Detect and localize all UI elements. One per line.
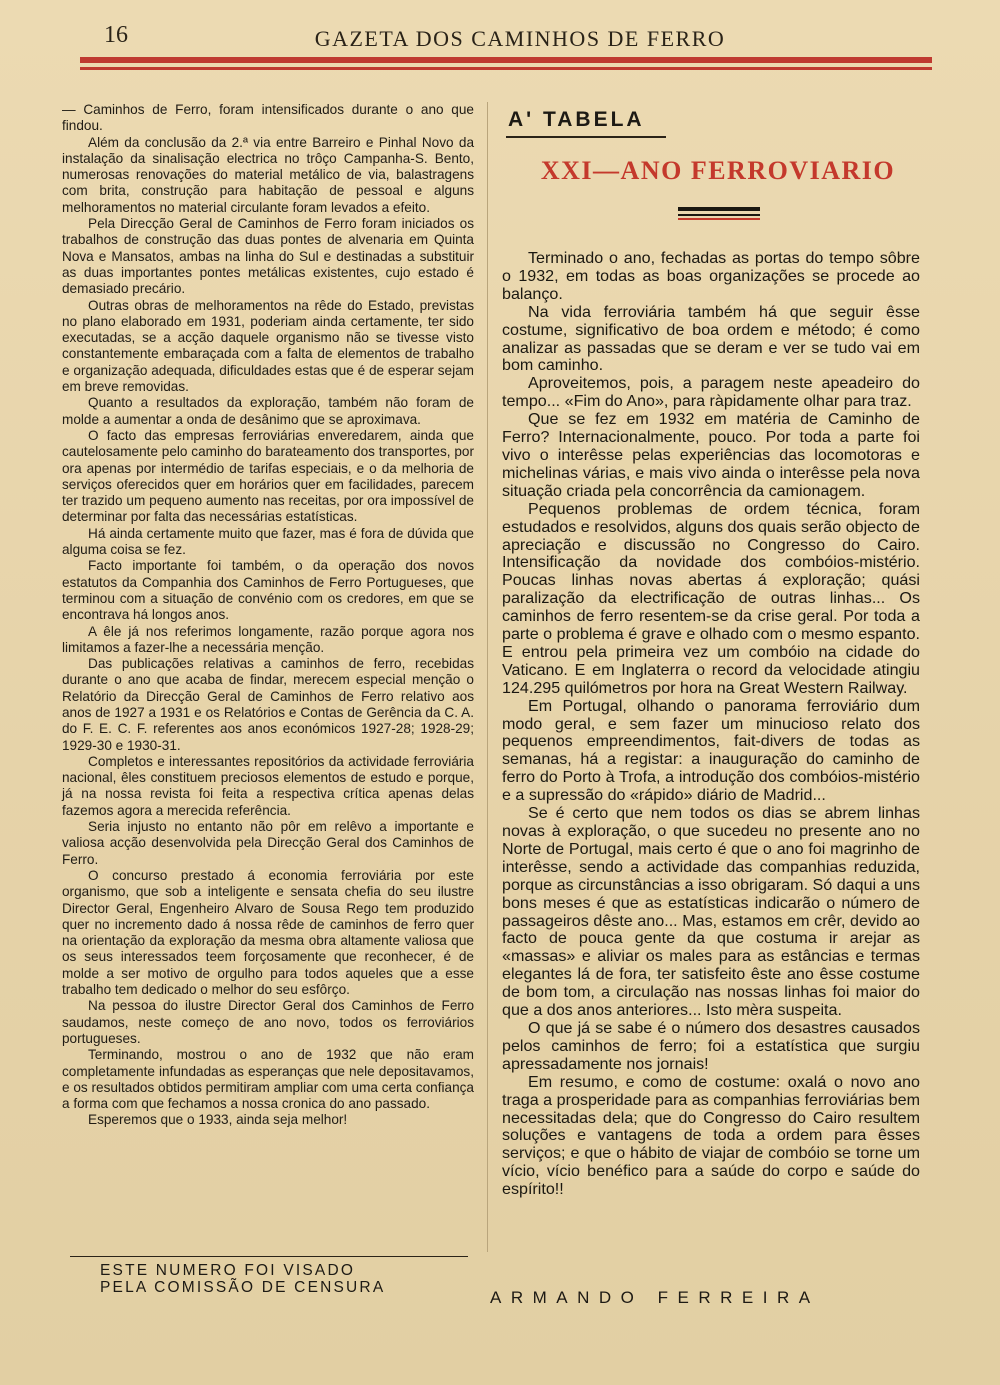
censorship-notice xyxy=(100,1262,430,1296)
paragraph: Outras obras de melhoramentos na rêde do Estado, previstas no plano elaborado em 1931, poderiam ainda certamente, ter sido executadas, se a acção daquele organismo não se tivesse visto constantemente embaraçada com a falta de elementos de trabalho e organização adequada, dificuldades estas que é de esperar sejam em breve removidas. xyxy=(62,297,474,395)
paragraph: Seria injusto no entanto não pôr em relêvo a importante e valiosa acção desenvolvida pela Direcção Geral dos Caminhos de Ferro. xyxy=(62,819,474,867)
paragraph: O concurso prestado á economia ferroviária por este organismo, que sob a inteligente e sensata chefia do seu ilustre Director Geral, Engenheiro Alvaro de Sousa Rego tem produzido quer no incremento dado á nossa rêde de caminhos de ferro quer na orientação da exploração da mesma obra altamente valiosa que os seus interessados teem forçosamente que reconhecer, é de molde a ser motivo de orgulho para todos aqueles que a esse trabalho tem dedicado o melhor do seu esfôrço. xyxy=(62,867,474,998)
censor-line: PELA COMISSÃO DE CENSURA xyxy=(100,1279,386,1296)
header-rule-thick xyxy=(80,57,932,63)
paragraph: Aproveitemos, pois, a paragem neste apeadeiro do tempo... «Fim do Ano», para ràpidamente olhar para traz. xyxy=(502,374,920,411)
paragraph: Em Portugal, olhando o panorama ferroviário dum modo geral, e sem fazer um minucioso relato dos pequenos empreendimentos, fait-divers de todas as semanas, há a registar: a inauguração do caminho de ferro do Porto à Trofa, a introdução dos combóios-mistério e a supressão do «rápido» diário de Madrid... xyxy=(502,696,920,805)
censor-line: ESTE NUMERO FOI VISADO xyxy=(100,1262,356,1279)
paragraph: Que se fez em 1932 em matéria de Caminho de Ferro? Internacionalmente, pouco. Por toda a parte foi vivo o interêsse pelas experiências das locomotoras e michelinas várias, e mais vivo ainda o interêsse pela nova situação criada pela concorrência da camionagem. xyxy=(502,410,920,500)
column-divider xyxy=(487,102,488,1252)
running-header: GAZETA DOS CAMINHOS DE FERRO xyxy=(314,26,726,51)
paragraph: Pela Direcção Geral de Caminhos de Ferro foram iniciados os trabalhos de construção das duas pontes de alvenaria em Quinta Nova e Mansatos, ambas na linha do Sul e destinadas a substituir as duas importantes pontes metálicas existentes, cujo estado é demasiado precário. xyxy=(62,216,474,297)
paragraph: Na vida ferroviária também há que seguir êsse costume, significativo de boa ordem e método; é como analizar as passadas que se deram e ver se tudo vai em bom caminho. xyxy=(502,302,920,375)
header-rule-thin xyxy=(80,67,932,70)
paragraph: Além da conclusão da 2.ª via entre Barreiro e Pinhal Novo da instalação da sinalisação electrica no trôço Campanha-S. Bento, numerosas renovações do material metálico de via, balastragens com brita, construção para habitação de pessoal e alguns melhoramentos no material circulante foram levados a efeito. xyxy=(62,134,474,215)
left-column xyxy=(62,102,474,1129)
paragraph: O que já se sabe é o número dos desastres causados pelos caminhos de ferro; foi a estatística que surgiu apressadamente nos jornais! xyxy=(502,1018,920,1073)
paragraph: Terminado o ano, fechadas as portas do tempo sôbre o 1932, em todas as boas organizações se procede ao balanço. xyxy=(502,249,920,303)
paragraph: Se é certo que nem todos os dias se abrem linhas novas à exploração, o que sucedeu no presente ano no Norte de Portugal, mais certo é que o ano foi magrinho de interêsse, sendo a actividade das companhias reduzida, porque as circunstâncias a isso obrigaram. Só daqui a uns bons meses é que as estatísticas indicarão o número de passageiros dêste ano... Mas, estamos em crêr, devido ao facto de pouca gente da que costuma ir arejar as «massas» e aliviar os males para as estâncias e termas elegantes lá de fora, ter satisfeito êste ano êsse costume de bom tom, a circulação nas nossas linhas foi maior do que a dos anos anteriores... Isto mèra suspeita. xyxy=(502,804,920,1020)
paragraph: A êle já nos referimos longamente, razão porque agora nos limitamos a fazer-lhe a necessária menção. xyxy=(62,623,474,655)
page-number: 16 xyxy=(104,22,128,48)
section-underline xyxy=(506,136,666,138)
section-heading: A' TABELA xyxy=(508,108,645,131)
right-column xyxy=(502,250,920,1199)
paragraph: O facto das empresas ferroviárias enveredarem, ainda que cautelosamente pelo caminho do barateamento dos transportes, por ora apenas por intermédio de tarifas especiais, e o da melhoria de serviços oferecidos quer em horários quer em facilidades, parecem ter trazido um pequeno aumento nas receitas, por ora impossível de determinar por falta das necessárias estatísticas. xyxy=(62,427,474,525)
paragraph: Pequenos problemas de ordem técnica, foram estudados e resolvidos, alguns dos quais serão objecto de apreciação e discussão no Congresso do Cairo. Intensificação da novidade dos combóios-mistério. Poucas linhas novas abertas á exploração; quási paralização da electrificação de outras linhas... Os caminhos de ferro resentem-se da crise geral. Por toda a parte o problema é grave e olhado com o mesmo espanto. E entrou pela primeira vez um combóio na cidade do Vaticano. E em Inglaterra o record da velocidade atingiu 124.295 quilómetros por hora na Great Western Railway. xyxy=(502,499,920,697)
paragraph: Facto importante foi também, o da operação dos novos estatutos da Companhia dos Caminhos de Ferro Portugueses, que terminou com a situação de convénio com os credores, em que se encontrava há longos anos. xyxy=(62,558,474,623)
paragraph: Terminando, mostrou o ano de 1932 que não eram completamente infundadas as esperanças que nele depositavamos, e os resultados obtidos permitiram ampliar com uma certa confiança a forma com que fechamos a nossa cronica do ano passado. xyxy=(62,1047,474,1112)
article-title: XXI—ANO FERROVIARIO xyxy=(540,156,896,185)
paragraph: Na pessoa do ilustre Director Geral dos Caminhos de Ferro saudamos, neste começo de ano novo, todos os ferroviários portugueses. xyxy=(62,998,474,1046)
paragraph: Das publicações relativas a caminhos de ferro, recebidas durante o ano que acaba de findar, merecem especial menção o Relatório da Direcção Geral de Caminhos de Ferro relativo aos anos de 1927 a 1931 e os Relatórios e Contas de Gerência da C. A. do F. E. C. F. referentes aos anos económicos 1927-28; 1928-29; 1929-30 e 1930-31. xyxy=(62,656,474,753)
paragraph: Há ainda certamente muito que fazer, mas é fora de dúvida que alguma coisa se fez. xyxy=(62,525,474,558)
paragraph: Completos e interessantes repositórios da actividade ferroviária nacional, êles constituem preciosos elementos de estudo e porque, já na nossa revista foi feita a respectiva crítica apenas delas fazemos agora a merecida referência. xyxy=(62,753,474,818)
censor-rule xyxy=(70,1256,468,1257)
paragraph: Esperemos que o 1933, ainda seja melhor! xyxy=(88,1112,348,1128)
author-signature: ARMANDO FERREIRA xyxy=(490,1288,820,1307)
title-ornament xyxy=(678,207,760,220)
paragraph: Em resumo, e como de costume: oxalá o novo ano traga a prosperidade para as companhias ferroviárias bem necessitadas dela; que do Congresso do Cairo resultem soluções e vantagens de toda a ordem para êsses serviços; e que o hábito de viajar de combóio se torne um vício, vício benéfico para a saúde do corpo e saúde do espírito!! xyxy=(502,1072,920,1199)
paragraph: Quanto a resultados da exploração, também não foram de molde a aumentar a onda de desânimo que se aproximava. xyxy=(62,395,474,427)
paragraph: — Caminhos de Ferro, foram intensificados durante o ano que findou. xyxy=(62,102,474,134)
